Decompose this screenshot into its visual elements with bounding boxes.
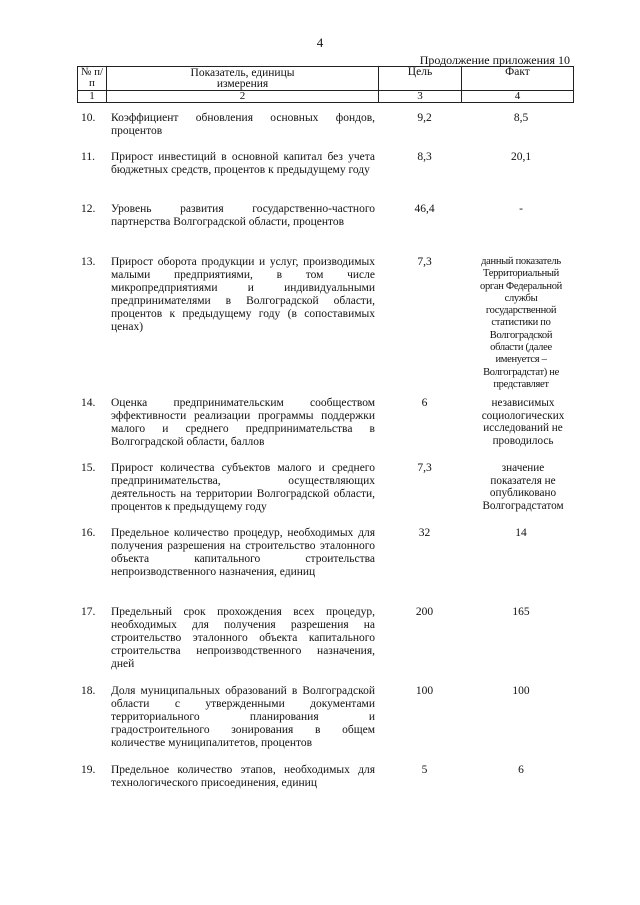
row-number: 13. [81,256,96,268]
row-indicator: Прирост количества субъектов малого и среднего предпринимательства, осуществляющих деятельность на территории Волгоградской области, процентов к предыдущему году [111,462,375,513]
row-fact: данный показатель Территориальный орган Федеральной службы государственной статистики по Волгоградской области (далее именуется – Волгоградстат) не представляет [480,256,562,390]
row-indicator: Прирост инвестиций в основной капитал без учета бюджетных средств, процентов к предыдущему году [111,151,375,176]
row-indicator: Коэффициент обновления основных фондов, процентов [111,112,375,137]
row-indicator: Оценка предпринимательским сообществом эффективности реализации программы поддержки малого и среднего предпринимательства в Волгоградской области, баллов [111,397,375,448]
row-number: 19. [81,764,96,776]
row-number: 14. [81,397,96,409]
row-goal: 5 [421,764,428,776]
appendix-continuation-label: Продолжение приложения 10 [419,53,570,67]
colnum-4: 4 [462,91,574,103]
row-fact: значение показателя не опубликовано Волгоградстатом [482,462,564,513]
row-goal: 100 [415,685,434,697]
row-number: 10. [81,112,96,124]
header-row [78,67,574,91]
header-fact: Факт [462,67,574,91]
row-goal: 8,3 [417,151,432,163]
row-number: 16. [81,527,96,539]
table-header [77,66,574,103]
row-indicator: Предельное количество процедур, необходимых для получения разрешения на строительство эталонного объекта капитального строительства непроизводственного назначения, единиц [111,527,375,578]
colnum-2: 2 [107,91,379,103]
row-fact: 14 [515,527,527,539]
colnum-3: 3 [379,91,462,103]
row-number: 12. [81,203,96,215]
row-fact: 20,1 [510,151,532,163]
row-number: 15. [81,462,96,474]
row-goal: 7,3 [417,256,432,268]
row-fact: 8,5 [513,112,529,124]
row-goal: 200 [415,606,434,618]
row-goal: 32 [418,527,431,539]
row-fact: независимых социологических исследований не проводилось [481,397,565,448]
row-indicator: Предельное количество этапов, необходимых для технологического присоединения, единиц [111,764,375,789]
row-goal: 46,4 [414,203,435,215]
row-number: 11. [81,151,95,163]
row-fact: 6 [518,764,524,776]
header-goal: Цель [379,67,462,91]
row-goal: 7,3 [417,462,432,474]
header-indicator: Показатель, единицы измерения [107,67,379,91]
row-indicator: Прирост оборота продукции и услуг, производимых малыми предприятиями, в том числе микропредприятиями и индивидуальными предпринимателями в Волгоградской области, процентов к предыдущему году (в сопоставимых ценах) [111,256,375,333]
row-fact: - [519,203,523,215]
header-num: № п/п [78,67,107,91]
page-number: 4 [316,35,324,50]
row-indicator: Предельный срок прохождения всех процедур, необходимых для получения разрешения на строительство эталонного объекта капитального строительства непроизводственного назначения, дней [111,606,375,670]
colnum-1: 1 [78,91,107,103]
row-goal: 9,2 [417,112,432,124]
row-indicator: Доля муниципальных образований в Волгоградской области с утвержденными документами территориального планирования и градостроительного зонирования в общем количестве муниципалитетов, процентов [111,685,375,749]
row-goal: 6 [421,397,428,409]
row-fact: 165 [512,606,530,618]
row-number: 18. [81,685,96,697]
column-number-row [78,91,574,103]
row-indicator: Уровень развития государственно-частного партнерства Волгоградской области, процентов [111,203,375,228]
row-fact: 100 [512,685,530,697]
row-number: 17. [81,606,96,618]
